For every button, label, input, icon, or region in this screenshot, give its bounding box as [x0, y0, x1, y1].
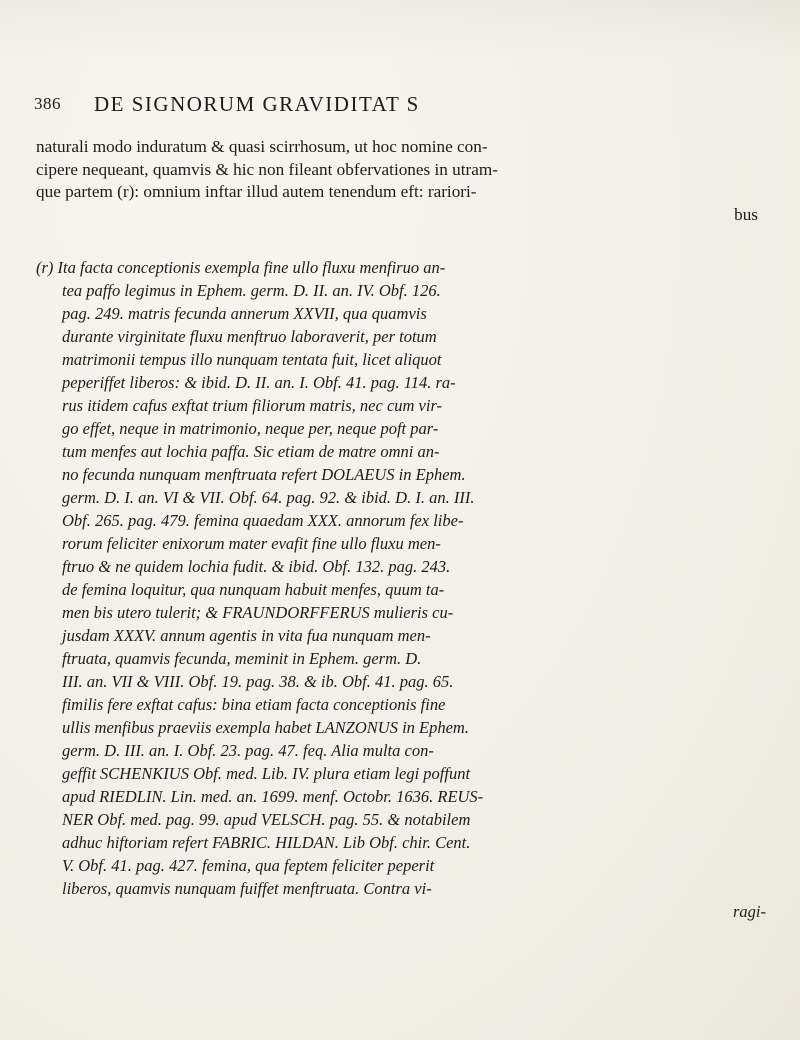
footnote-line: (r) Ita facta conceptionis exempla fine ullo fluxu menfiruo an-: [36, 258, 446, 277]
footnote-line: V. Obf. 41. pag. 427. femina, qua feptem feliciter peperit: [62, 856, 435, 875]
footnote-line: pag. 249. matris fecunda annerum XXVII, qua quamvis: [62, 304, 427, 323]
footnote-line: ftruo & ne quidem lochia fudit. & ibid. Obf. 132. pag. 243.: [62, 557, 451, 576]
footnote-line: jusdam XXXV. annum agentis in vita fua nunquam men-: [62, 626, 431, 645]
footnote-line: liberos, quamvis nunquam fuiffet menftruata. Contra vi-: [62, 879, 432, 898]
footnote-line: de femina loquitur, qua nunquam habuit menfes, quum ta-: [62, 580, 445, 599]
text-line: cipere nequeant, quamvis & hic non fileant obfervationes in utram-: [36, 159, 498, 179]
footnote-line: germ. D. III. an. I. Obf. 23. pag. 47. feq. Alia multa con-: [62, 741, 434, 760]
footnote-line: rorum feliciter enixorum mater evafit fine ullo fluxu men-: [62, 534, 441, 553]
footnote-line: ullis menfibus praeviis exempla habet LANZONUS in Ephem.: [62, 718, 469, 737]
footnote-line: tum menfes aut lochia paffa. Sic etiam de matre omni an-: [62, 442, 440, 461]
footnote-line: germ. D. I. an. VI & VII. Obf. 64. pag. 92. & ibid. D. I. an. III.: [62, 488, 475, 507]
text-line: que partem (r): omnium inftar illud autem tenendum eft: rariori-: [36, 182, 477, 201]
main-text: [36, 136, 762, 226]
footnote-line: men bis utero tulerit; & FRAUNDORFFERUS mulieris cu-: [62, 603, 454, 622]
footnote-line: ftruata, quamvis fecunda, meminit in Ephem. germ. D.: [62, 649, 422, 668]
footnote-r: [36, 256, 772, 923]
footnote-line: go effet, neque in matrimonio, neque per, neque poft par-: [62, 419, 439, 438]
footnote-line: peperiffet liberos: & ibid. D. II. an. I. Obf. 41. pag. 114. ra-: [62, 373, 456, 392]
footnote-line: NER Obf. med. pag. 99. apud VELSCH. pag. 55. & notabilem: [62, 810, 471, 829]
footnote-line: no fecunda nunquam menftruata refert DOLAEUS in Ephem.: [62, 465, 466, 484]
page-shadow: [0, 0, 800, 60]
running-head: DE SIGNORUM GRAVIDITAT S: [94, 92, 420, 116]
footnote-line: Obf. 265. pag. 479. femina quaedam XXX. annorum fex libe-: [62, 511, 464, 530]
footnote-line: rus itidem cafus exftat trium filiorum matris, nec cum vir-: [62, 396, 443, 415]
text-line: naturali modo induratum & quasi scirrhosum, ut hoc nomine con-: [36, 137, 488, 156]
page-number: 386: [34, 94, 61, 113]
footnote-line: III. an. VII & VIII. Obf. 19. pag. 38. & ib. Obf. 41. pag. 65.: [62, 672, 454, 691]
footnote-line: fimilis fere exftat cafus: bina etiam facta conceptionis fine: [62, 695, 446, 714]
footnote-line: durante virginitate fluxu menftruo laboraverit, per totum: [62, 327, 437, 346]
footnote-line: matrimonii tempus illo nunquam tentata fuit, licet aliquot: [62, 350, 442, 369]
footnote-line: tea paffo legimus in Ephem. germ. D. II. an. IV. Obf. 126.: [62, 281, 441, 300]
text-line: bus: [734, 204, 758, 224]
footnote-line: geffit SCHENKIUS Obf. med. Lib. IV. plura etiam legi poffunt: [62, 764, 471, 783]
footnote-line: apud RIEDLIN. Lin. med. an. 1699. menf. Octobr. 1636. REUS-: [62, 787, 484, 806]
page-header: [34, 92, 774, 118]
footnote-line: ragi-: [733, 902, 766, 921]
footnote-line: adhuc hiftoriam refert FABRIC. HILDAN. Lib Obf. chir. Cent.: [62, 833, 471, 852]
